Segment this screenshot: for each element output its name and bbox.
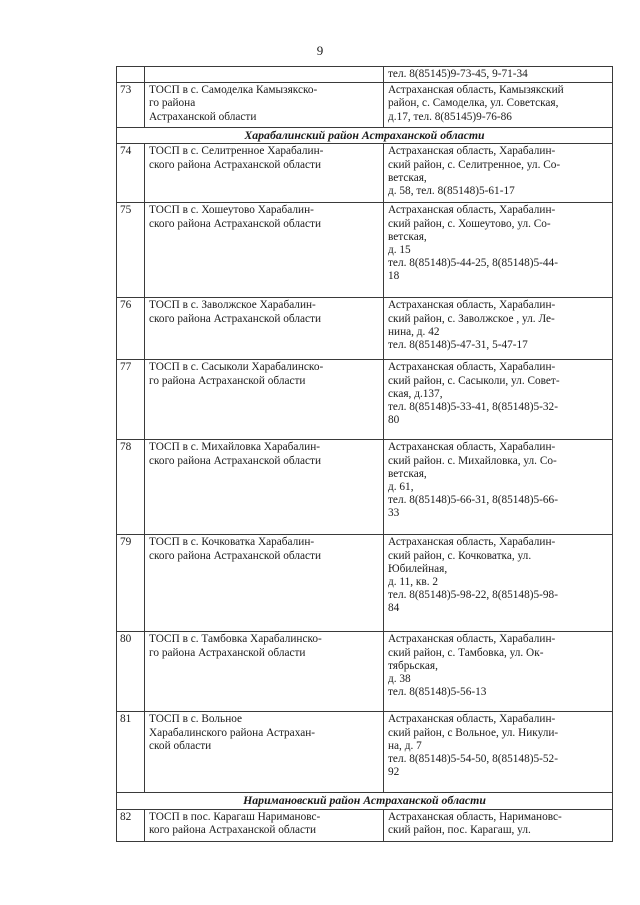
section-heading: Наримановский район Астраханской области — [117, 793, 613, 809]
table-row — [117, 712, 613, 793]
address-contact: Астраханская область, Камызякский район, с. Самоделка, ул. Советская, д.17, тел. 8(85145)9-76-86 — [384, 83, 613, 128]
section-heading-row — [117, 128, 613, 144]
organization-name — [145, 67, 384, 83]
organization-name: ТОСП в с. Тамбовка Харабалинско- го района Астраханской области — [145, 632, 384, 712]
row-number: 78 — [117, 440, 145, 535]
row-number: 77 — [117, 360, 145, 440]
address-contact: Астраханская область, Наримановс- ский район, пос. Карагаш, ул. — [384, 809, 613, 841]
row-number: 73 — [117, 83, 145, 128]
table-row — [117, 809, 613, 841]
address-contact: Астраханская область, Харабалин- ский район, с. Селитренное, ул. Со- ветская, д. 58, тел. 8(85148)5-61-17 — [384, 144, 613, 203]
table-row — [117, 360, 613, 440]
table-row — [117, 144, 613, 203]
table-row — [117, 298, 613, 360]
table-body — [117, 67, 613, 842]
row-number: 74 — [117, 144, 145, 203]
organization-name: ТОСП в с. Хошеутово Харабалин- ского района Астраханской области — [145, 203, 384, 298]
address-contact: Астраханская область, Харабалин- ский район, с. Хошеутово, ул. Со- ветская, д. 15 тел. 8(85148)5-44-25, 8(85148)5-44- 18 — [384, 203, 613, 298]
section-heading: Харабалинский район Астраханской области — [117, 128, 613, 144]
table-row — [117, 535, 613, 632]
table-row — [117, 67, 613, 83]
row-number — [117, 67, 145, 83]
page-number: 9 — [316, 43, 324, 58]
address-contact: Астраханская область, Харабалин- ский район, с Вольное, ул. Никули- на, д. 7 тел. 8(85148)5-54-50, 8(85148)5-52- 92 — [384, 712, 613, 793]
organization-name: ТОСП в пос. Карагаш Наримановс- кого района Астраханской области — [145, 809, 384, 841]
organization-name: ТОСП в с. Кочковатка Харабалин- ского района Астраханской области — [145, 535, 384, 632]
address-contact: Астраханская область, Харабалин- ский район, с. Кочковатка, ул. Юбилейная, д. 11, кв. 2 тел. 8(85148)5-98-22, 8(85148)5-98- 84 — [384, 535, 613, 632]
organization-name: ТОСП в с. Селитренное Харабалин- ского района Астраханской области — [145, 144, 384, 203]
organization-name: ТОСП в с. Михайловка Харабалин- ского района Астраханской области — [145, 440, 384, 535]
organization-name: ТОСП в с. Сасыколи Харабалинско- го района Астраханской области — [145, 360, 384, 440]
row-number: 80 — [117, 632, 145, 712]
row-number: 79 — [117, 535, 145, 632]
address-contact: Астраханская область, Харабалин- ский район, с. Заволжское , ул. Ле- нина, д. 42 тел. 8(85148)5-47-31, 5-47-17 — [384, 298, 613, 360]
row-number: 76 — [117, 298, 145, 360]
address-contact: тел. 8(85145)9-73-45, 9-71-34 — [384, 67, 613, 83]
section-heading-row — [117, 793, 613, 809]
table-row — [117, 83, 613, 128]
address-contact: Астраханская область, Харабалин- ский район. с. Михайловка, ул. Со- ветская, д. 61, тел. 8(85148)5-66-31, 8(85148)5-66- 33 — [384, 440, 613, 535]
address-contact: Астраханская область, Харабалин- ский район, с. Сасыколи, ул. Совет- ская, д.137, тел. 8(85148)5-33-41, 8(85148)5-32- 80 — [384, 360, 613, 440]
row-number: 81 — [117, 712, 145, 793]
organization-name: ТОСП в с. Самоделка Камызякско- го района Астраханской области — [145, 83, 384, 128]
organization-name: ТОСП в с. Заволжское Харабалин- ского района Астраханской области — [145, 298, 384, 360]
table-row — [117, 632, 613, 712]
row-number: 82 — [117, 809, 145, 841]
settlements-table — [116, 66, 613, 842]
organization-name: ТОСП в с. Вольное Харабалинского района Астрахан- ской области — [145, 712, 384, 793]
table-row — [117, 203, 613, 298]
table-row — [117, 440, 613, 535]
row-number: 75 — [117, 203, 145, 298]
address-contact: Астраханская область, Харабалин- ский район, с. Тамбовка, ул. Ок- тябрьская, д. 38 тел. 8(85148)5-56-13 — [384, 632, 613, 712]
